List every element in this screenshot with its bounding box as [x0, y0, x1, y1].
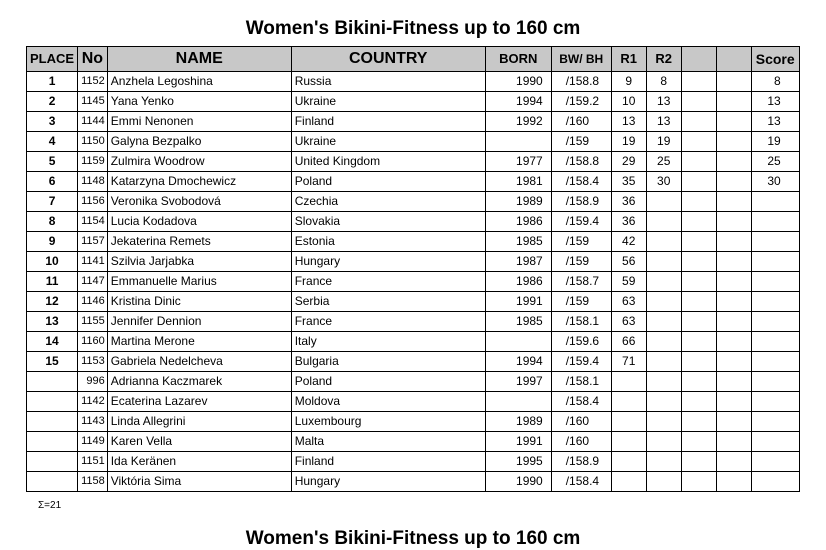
row-bw-bh: /160 — [551, 112, 611, 132]
col-header-no: No — [78, 47, 108, 72]
row-country: Finland — [291, 452, 485, 472]
table-row — [27, 172, 800, 192]
row-place: 14 — [27, 332, 78, 352]
row-blank-1 — [681, 212, 716, 232]
row-r2 — [646, 232, 681, 252]
row-country: Italy — [291, 332, 485, 352]
row-name: Emmi Nenonen — [107, 112, 291, 132]
table-row — [27, 92, 800, 112]
row-r2 — [646, 432, 681, 452]
row-r1: 13 — [611, 112, 646, 132]
row-r2: 13 — [646, 112, 681, 132]
table-row — [27, 72, 800, 92]
row-blank-2 — [716, 472, 751, 492]
row-name: Jennifer Dennion — [107, 312, 291, 332]
table-row — [27, 372, 800, 392]
row-blank-2 — [716, 132, 751, 152]
row-blank-2 — [716, 312, 751, 332]
row-born — [485, 332, 551, 352]
table-row — [27, 272, 800, 292]
row-blank-2 — [716, 352, 751, 372]
row-born: 1991 — [485, 292, 551, 312]
row-blank-1 — [681, 152, 716, 172]
row-country: France — [291, 272, 485, 292]
row-r2 — [646, 252, 681, 272]
row-born — [485, 132, 551, 152]
row-place: 5 — [27, 152, 78, 172]
row-r1: 19 — [611, 132, 646, 152]
col-header-r2: R2 — [646, 47, 681, 72]
row-country: Moldova — [291, 392, 485, 412]
col-header-blank-2 — [716, 47, 751, 72]
row-r1: 71 — [611, 352, 646, 372]
row-number: 1160 — [78, 332, 108, 352]
row-country: Luxembourg — [291, 412, 485, 432]
row-score — [751, 232, 799, 252]
table-row — [27, 412, 800, 432]
row-number: 1146 — [78, 292, 108, 312]
row-r1 — [611, 372, 646, 392]
row-place: 1 — [27, 72, 78, 92]
row-name: Gabriela Nedelcheva — [107, 352, 291, 372]
row-score: 8 — [751, 72, 799, 92]
row-born: 1995 — [485, 452, 551, 472]
table-row — [27, 132, 800, 152]
row-r1: 63 — [611, 292, 646, 312]
row-score: 30 — [751, 172, 799, 192]
row-bw-bh: /160 — [551, 412, 611, 432]
row-name: Anzhela Legoshina — [107, 72, 291, 92]
row-place: 9 — [27, 232, 78, 252]
row-number: 1155 — [78, 312, 108, 332]
row-blank-2 — [716, 152, 751, 172]
row-number: 1151 — [78, 452, 108, 472]
row-number: 1141 — [78, 252, 108, 272]
row-blank-2 — [716, 252, 751, 272]
row-country: Hungary — [291, 252, 485, 272]
row-name: Ecaterina Lazarev — [107, 392, 291, 412]
row-blank-2 — [716, 72, 751, 92]
table-row — [27, 232, 800, 252]
row-country: Serbia — [291, 292, 485, 312]
row-place — [27, 452, 78, 472]
row-name: Katarzyna Dmochewicz — [107, 172, 291, 192]
table-row — [27, 332, 800, 352]
row-bw-bh: /159.6 — [551, 332, 611, 352]
row-number: 1157 — [78, 232, 108, 252]
row-place — [27, 372, 78, 392]
row-country: Bulgaria — [291, 352, 485, 372]
row-number: 1152 — [78, 72, 108, 92]
row-place: 3 — [27, 112, 78, 132]
row-blank-2 — [716, 92, 751, 112]
row-number: 1148 — [78, 172, 108, 192]
row-r1: 66 — [611, 332, 646, 352]
row-blank-2 — [716, 232, 751, 252]
row-country: Ukraine — [291, 92, 485, 112]
row-number: 1147 — [78, 272, 108, 292]
row-score — [751, 252, 799, 272]
row-place: 6 — [27, 172, 78, 192]
row-place — [27, 472, 78, 492]
row-blank-1 — [681, 372, 716, 392]
results-table — [26, 46, 800, 492]
table-row — [27, 312, 800, 332]
col-header-bwbh: BW/ BH — [551, 47, 611, 72]
row-name: Lucia Kodadova — [107, 212, 291, 232]
col-header-born: BORN — [485, 47, 551, 72]
row-country: Poland — [291, 372, 485, 392]
table-row — [27, 452, 800, 472]
row-r1: 29 — [611, 152, 646, 172]
row-blank-2 — [716, 432, 751, 452]
row-bw-bh: /158.9 — [551, 192, 611, 212]
row-blank-2 — [716, 412, 751, 432]
row-blank-1 — [681, 72, 716, 92]
row-number: 1143 — [78, 412, 108, 432]
row-r2 — [646, 472, 681, 492]
row-blank-2 — [716, 172, 751, 192]
table-header-row — [27, 47, 800, 72]
row-r1: 36 — [611, 192, 646, 212]
row-number: 1154 — [78, 212, 108, 232]
row-bw-bh: /159 — [551, 252, 611, 272]
row-r1: 42 — [611, 232, 646, 252]
row-number: 1145 — [78, 92, 108, 112]
row-r1: 36 — [611, 212, 646, 232]
table-row — [27, 112, 800, 132]
row-bw-bh: /158.4 — [551, 392, 611, 412]
sigma-count: Σ=21 — [38, 500, 62, 511]
row-country: Russia — [291, 72, 485, 92]
row-born: 1989 — [485, 412, 551, 432]
row-country: Slovakia — [291, 212, 485, 232]
row-r2: 8 — [646, 72, 681, 92]
row-r2: 25 — [646, 152, 681, 172]
row-born: 1992 — [485, 112, 551, 132]
row-r1 — [611, 412, 646, 432]
row-score — [751, 352, 799, 372]
row-born: 1985 — [485, 312, 551, 332]
table-row — [27, 212, 800, 232]
row-score: 25 — [751, 152, 799, 172]
row-number: 1150 — [78, 132, 108, 152]
row-place: 2 — [27, 92, 78, 112]
row-number: 1144 — [78, 112, 108, 132]
row-number: 996 — [78, 372, 108, 392]
row-bw-bh: /158.4 — [551, 172, 611, 192]
row-country: France — [291, 312, 485, 332]
row-number: 1153 — [78, 352, 108, 372]
row-bw-bh: /159.4 — [551, 212, 611, 232]
row-r2 — [646, 332, 681, 352]
row-country: Estonia — [291, 232, 485, 252]
col-header-name: NAME — [107, 47, 291, 72]
row-bw-bh: /158.1 — [551, 312, 611, 332]
row-bw-bh: /159 — [551, 292, 611, 312]
row-r2 — [646, 392, 681, 412]
row-blank-2 — [716, 332, 751, 352]
table-row — [27, 152, 800, 172]
row-place: 11 — [27, 272, 78, 292]
row-blank-1 — [681, 452, 716, 472]
row-name: Martina Merone — [107, 332, 291, 352]
row-r1: 56 — [611, 252, 646, 272]
row-blank-1 — [681, 312, 716, 332]
row-score — [751, 272, 799, 292]
row-name: Ida Keränen — [107, 452, 291, 472]
row-number: 1156 — [78, 192, 108, 212]
row-born: 1989 — [485, 192, 551, 212]
row-r2 — [646, 352, 681, 372]
next-page-title: Women's Bikini-Fitness up to 160 cm — [245, 528, 581, 549]
row-blank-1 — [681, 112, 716, 132]
row-r1: 63 — [611, 312, 646, 332]
row-born: 1997 — [485, 372, 551, 392]
table-row — [27, 292, 800, 312]
row-number: 1142 — [78, 392, 108, 412]
row-born: 1985 — [485, 232, 551, 252]
row-born: 1981 — [485, 172, 551, 192]
row-country: Czechia — [291, 192, 485, 212]
row-score: 13 — [751, 112, 799, 132]
row-blank-2 — [716, 212, 751, 232]
row-blank-1 — [681, 332, 716, 352]
row-blank-2 — [716, 192, 751, 212]
row-country: Finland — [291, 112, 485, 132]
row-number: 1159 — [78, 152, 108, 172]
row-born: 1987 — [485, 252, 551, 272]
row-r1 — [611, 452, 646, 472]
row-r2 — [646, 192, 681, 212]
row-country: Hungary — [291, 472, 485, 492]
row-r1 — [611, 432, 646, 452]
row-score — [751, 452, 799, 472]
row-born — [485, 392, 551, 412]
row-place: 8 — [27, 212, 78, 232]
row-blank-1 — [681, 292, 716, 312]
row-born: 1991 — [485, 432, 551, 452]
row-name: Jekaterina Remets — [107, 232, 291, 252]
row-score — [751, 392, 799, 412]
row-name: Adrianna Kaczmarek — [107, 372, 291, 392]
row-bw-bh: /159.4 — [551, 352, 611, 372]
row-bw-bh: /160 — [551, 432, 611, 452]
row-blank-2 — [716, 292, 751, 312]
row-bw-bh: /159 — [551, 232, 611, 252]
row-r2: 30 — [646, 172, 681, 192]
row-name: Linda Allegrini — [107, 412, 291, 432]
row-number: 1158 — [78, 472, 108, 492]
row-r2 — [646, 312, 681, 332]
table-row — [27, 352, 800, 372]
row-r2 — [646, 372, 681, 392]
row-blank-1 — [681, 352, 716, 372]
row-bw-bh: /158.1 — [551, 372, 611, 392]
row-bw-bh: /158.4 — [551, 472, 611, 492]
col-header-country: COUNTRY — [291, 47, 485, 72]
row-name: Galyna Bezpalko — [107, 132, 291, 152]
row-blank-1 — [681, 252, 716, 272]
row-born: 1990 — [485, 472, 551, 492]
row-born: 1986 — [485, 272, 551, 292]
row-r1 — [611, 472, 646, 492]
row-blank-1 — [681, 132, 716, 152]
col-header-r1: R1 — [611, 47, 646, 72]
row-r1 — [611, 392, 646, 412]
row-blank-1 — [681, 92, 716, 112]
row-blank-1 — [681, 172, 716, 192]
row-bw-bh: /158.7 — [551, 272, 611, 292]
row-name: Zulmira Woodrow — [107, 152, 291, 172]
row-born: 1994 — [485, 352, 551, 372]
row-country: Malta — [291, 432, 485, 452]
row-blank-1 — [681, 412, 716, 432]
row-blank-1 — [681, 472, 716, 492]
table-row — [27, 392, 800, 412]
row-bw-bh: /159.2 — [551, 92, 611, 112]
row-born: 1990 — [485, 72, 551, 92]
col-header-score: Score — [751, 47, 799, 72]
row-blank-2 — [716, 272, 751, 292]
row-country: United Kingdom — [291, 152, 485, 172]
row-name: Veronika Svobodová — [107, 192, 291, 212]
row-r2 — [646, 212, 681, 232]
row-name: Karen Vella — [107, 432, 291, 452]
row-country: Poland — [291, 172, 485, 192]
row-r1: 35 — [611, 172, 646, 192]
row-born: 1977 — [485, 152, 551, 172]
row-blank-1 — [681, 392, 716, 412]
row-name: Yana Yenko — [107, 92, 291, 112]
row-r2 — [646, 272, 681, 292]
row-r2 — [646, 292, 681, 312]
row-country: Ukraine — [291, 132, 485, 152]
row-r2 — [646, 452, 681, 472]
row-name: Viktória Sima — [107, 472, 291, 492]
table-row — [27, 252, 800, 272]
row-blank-2 — [716, 372, 751, 392]
row-number: 1149 — [78, 432, 108, 452]
row-place: 4 — [27, 132, 78, 152]
row-score — [751, 412, 799, 432]
row-score — [751, 472, 799, 492]
row-r1: 9 — [611, 72, 646, 92]
row-blank-1 — [681, 192, 716, 212]
row-name: Kristina Dinic — [107, 292, 291, 312]
row-blank-1 — [681, 232, 716, 252]
row-place: 15 — [27, 352, 78, 372]
row-name: Emmanuelle Marius — [107, 272, 291, 292]
row-blank-2 — [716, 392, 751, 412]
row-place: 12 — [27, 292, 78, 312]
row-blank-2 — [716, 112, 751, 132]
row-score — [751, 372, 799, 392]
row-place: 10 — [27, 252, 78, 272]
row-score — [751, 312, 799, 332]
row-bw-bh: /158.8 — [551, 72, 611, 92]
row-score — [751, 432, 799, 452]
row-place — [27, 392, 78, 412]
row-born: 1994 — [485, 92, 551, 112]
row-bw-bh: /158.9 — [551, 452, 611, 472]
table-row — [27, 192, 800, 212]
row-bw-bh: /158.8 — [551, 152, 611, 172]
row-place — [27, 432, 78, 452]
row-blank-1 — [681, 432, 716, 452]
row-r2: 13 — [646, 92, 681, 112]
row-r2 — [646, 412, 681, 432]
row-blank-2 — [716, 452, 751, 472]
row-bw-bh: /159 — [551, 132, 611, 152]
row-place: 7 — [27, 192, 78, 212]
row-score — [751, 292, 799, 312]
col-header-place: PLACE — [27, 47, 78, 72]
row-score: 13 — [751, 92, 799, 112]
row-name: Szilvia Jarjabka — [107, 252, 291, 272]
col-header-blank-1 — [681, 47, 716, 72]
row-place — [27, 412, 78, 432]
row-score — [751, 192, 799, 212]
row-blank-1 — [681, 272, 716, 292]
page-title: Women's Bikini-Fitness up to 160 cm — [245, 18, 581, 39]
row-born: 1986 — [485, 212, 551, 232]
row-r1: 59 — [611, 272, 646, 292]
table-row — [27, 432, 800, 452]
row-score: 19 — [751, 132, 799, 152]
row-place: 13 — [27, 312, 78, 332]
row-r1: 10 — [611, 92, 646, 112]
row-r2: 19 — [646, 132, 681, 152]
table-row — [27, 472, 800, 492]
row-score — [751, 332, 799, 352]
row-score — [751, 212, 799, 232]
